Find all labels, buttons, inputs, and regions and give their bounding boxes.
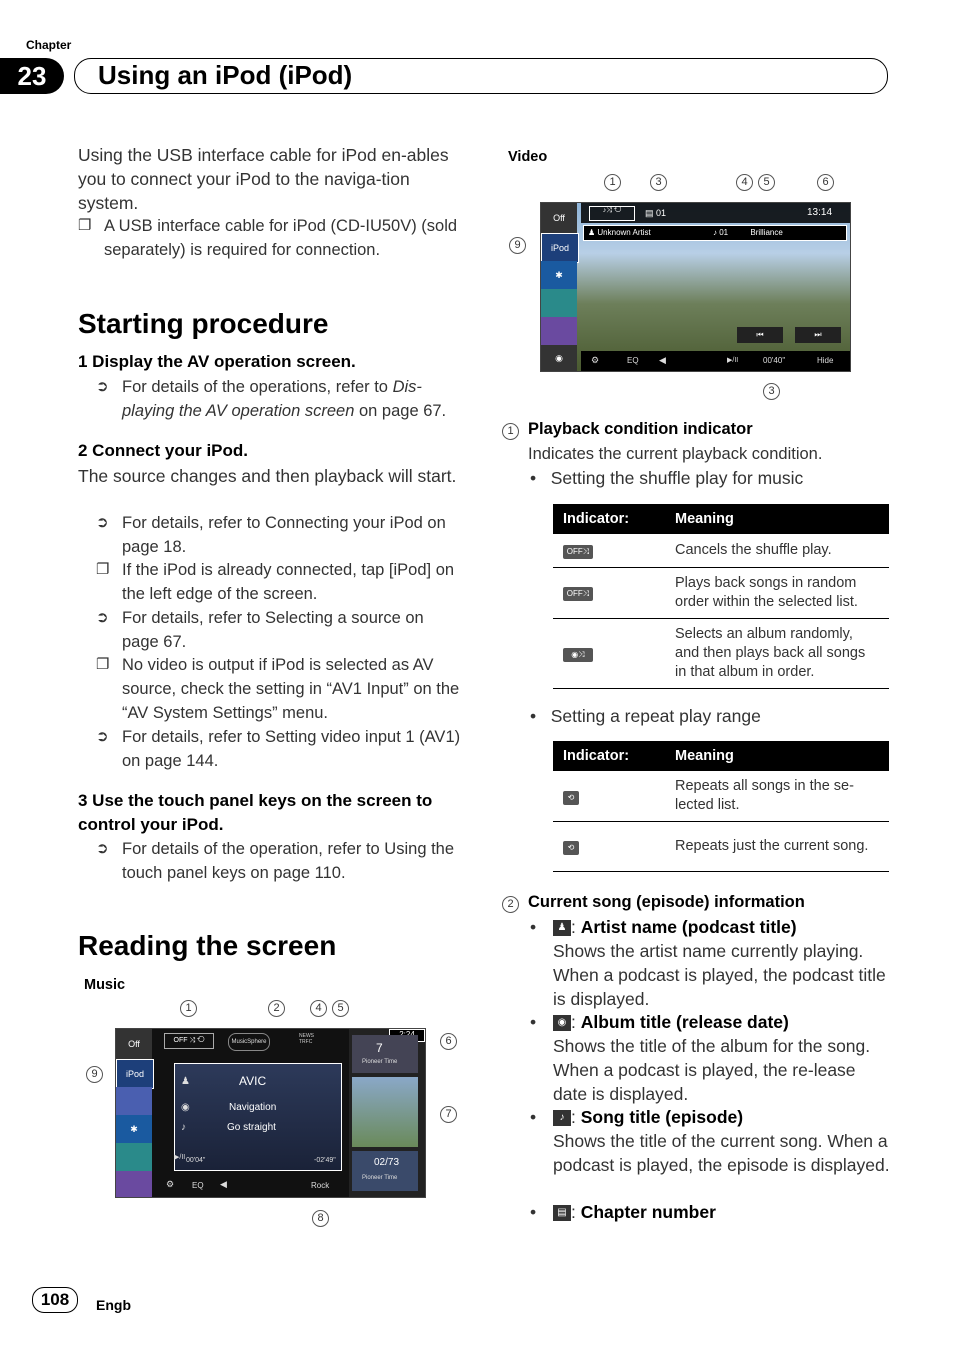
callout-5: 5 xyxy=(332,1000,349,1017)
checkbox-icon: ❐ xyxy=(78,217,92,234)
repeat-bullet: • Setting a repeat play range xyxy=(530,706,761,726)
callout-9: 9 xyxy=(86,1066,103,1083)
album-text: Shows the title of the album for the song. When a podcast is played, the re-lease date is displayed. xyxy=(553,1036,871,1104)
repeat-bullet-text: Setting a repeat play range xyxy=(550,706,761,726)
video-callout-3b: 3 xyxy=(763,383,780,400)
shuffle-bullet-text: Setting the shuffle play for music xyxy=(550,468,804,488)
repeat-table-header-indicator: Indicator: xyxy=(553,741,665,771)
video-bluetooth-icon[interactable]: ✱ xyxy=(541,261,577,290)
video-source-tab-fm[interactable] xyxy=(541,289,577,318)
ipod-tab[interactable] xyxy=(116,1059,154,1089)
settings-icon[interactable]: ⚙ xyxy=(166,1179,175,1189)
intro-note-text: A USB interface cable for iPod (CD-IU50V) (sold separately) is required for connection. xyxy=(104,217,458,259)
song-block: ♪ : Song title (episode) Shows the title of the current song. When a podcast is played, the episode is displayed. xyxy=(553,1105,893,1177)
video-callout-9: 9 xyxy=(509,237,526,254)
arrow-icon: ➲ xyxy=(96,609,109,626)
chapter-number: 23 xyxy=(0,58,64,94)
chapter-block: ▤ : Chapter number xyxy=(553,1200,893,1224)
song-bullet: • xyxy=(530,1107,537,1127)
chapter-label: Chapter xyxy=(26,38,72,52)
video-play-pause-icon[interactable]: ▶/II xyxy=(727,357,739,364)
video-label: Video xyxy=(508,149,548,165)
bluetooth-icon[interactable]: ✱ xyxy=(116,1115,152,1144)
artist-text: Shows the artist name currently playing. When a podcast is played, the podcast title is displayed. xyxy=(553,941,886,1009)
video-source-tab-am[interactable] xyxy=(541,317,577,346)
note-selecting-source xyxy=(78,606,464,654)
remaining-time: -02'49" xyxy=(314,1157,336,1164)
hide-button[interactable]: Hide xyxy=(817,356,834,365)
video-settings-icon[interactable]: ⚙ xyxy=(591,355,600,365)
video-back-icon[interactable]: ◀ xyxy=(659,355,666,365)
shuffle-table xyxy=(553,504,889,689)
note-no-video-text: No video is output if iPod is selected as AV source, check the setting in “AV1 Input” on the “AV System Settings” menu. xyxy=(122,656,460,722)
note-touch-panel xyxy=(78,837,464,885)
step1-note-page: on page 67. xyxy=(354,402,447,420)
shuffle-bullet: • Setting the shuffle play for music xyxy=(530,468,804,488)
video-off-label: Off xyxy=(553,213,565,223)
table-header-meaning: Meaning xyxy=(665,504,889,534)
table-row: Cancels the shuffle play. xyxy=(665,534,889,567)
thumbnail-3-number: 02/73 xyxy=(374,1157,400,1168)
album-block: ◉ : Album title (release date) Shows the title of the album for the song. When a podcast is played, the re-lease date is displayed. xyxy=(553,1010,893,1106)
reading-title: Reading the screen xyxy=(78,930,337,961)
repeat-table-header-meaning: Meaning xyxy=(665,741,889,771)
thumbnail-strip xyxy=(349,1029,425,1197)
step-3: 3 Use the touch panel keys on the screen to control your iPod. xyxy=(78,791,433,834)
section1-callout: 1 xyxy=(502,421,519,440)
genre-label: Rock xyxy=(311,1181,330,1190)
video-off-tab[interactable] xyxy=(541,203,577,234)
arrow-icon: ➲ xyxy=(96,514,109,531)
shuffle-albums-icon: ◉⤨ xyxy=(563,648,593,662)
video-callout-1: 1 xyxy=(604,174,621,191)
playback-indicator[interactable]: OFF ⤨ ⟲ xyxy=(164,1033,214,1049)
music-screen xyxy=(115,1028,426,1198)
source-tab-am[interactable] xyxy=(116,1171,152,1198)
checkbox-icon: ❐ xyxy=(96,561,110,578)
play-pause-icon[interactable]: ▶/II xyxy=(174,1154,186,1161)
video-bottom-bar xyxy=(581,351,850,371)
chapter-icon: ▤ xyxy=(553,1205,571,1221)
callout-8: 8 xyxy=(312,1210,329,1227)
video-artist-icon: ♟ xyxy=(588,228,596,237)
news-traffic-icon: NEWS TRFC xyxy=(299,1033,314,1045)
intro-paragraph: Using the USB interface cable for iPod en-ables you to connect your iPod to the naviga-tion system. xyxy=(78,145,449,213)
thumbnail-1-label: Pioneer Time xyxy=(362,1059,398,1065)
callout-2: 2 xyxy=(268,1000,285,1017)
song-icon: ♪ xyxy=(553,1110,571,1126)
table-row: Selects an album randomly, and then plays back all songs in that album in order. xyxy=(665,618,889,688)
album-label: Album title (release date) xyxy=(580,1012,789,1032)
language-code: Engb xyxy=(96,1297,131,1313)
chapter-bullet: • xyxy=(530,1202,537,1222)
video-song-num: 01 xyxy=(719,228,729,237)
elapsed-time: 00'04" xyxy=(186,1157,206,1164)
step1-note-text: For details of the operations, refer to xyxy=(122,378,393,396)
note-already-connected xyxy=(78,558,464,606)
thumbnail-2[interactable] xyxy=(352,1077,418,1147)
arrow-icon: ➲ xyxy=(96,728,109,745)
arrow-icon: ➲ xyxy=(96,378,109,395)
intro-note xyxy=(78,214,468,262)
note-video-input-text: For details, refer to Setting video input 1 (AV1) on page 144. xyxy=(122,728,461,770)
song-label: Song title (episode) xyxy=(580,1107,744,1127)
thumbnail-3[interactable] xyxy=(352,1151,418,1191)
step1-note xyxy=(78,375,464,423)
page-number: 108 xyxy=(32,1287,78,1313)
video-song-info xyxy=(583,225,847,241)
step1-note-link[interactable]: Dis-playing the AV operation screen xyxy=(122,378,422,420)
note-already-connected-text: If the iPod is already connected, tap [iPod] on the left edge of the screen. xyxy=(122,561,455,603)
checkbox-icon: ❐ xyxy=(96,656,110,673)
callout-7: 7 xyxy=(440,1106,457,1123)
thumbnail-1-number: 7 xyxy=(376,1041,383,1055)
shuffle-off-icon: OFF⤨ xyxy=(563,545,593,559)
video-playback-indicator[interactable]: ♪⤨ ⟲ xyxy=(589,206,635,221)
video-elapsed: 00'40" xyxy=(763,356,786,365)
step-1: 1 Display the AV operation screen. xyxy=(78,352,356,371)
song-title: Go straight xyxy=(227,1122,276,1133)
song-info-panel xyxy=(174,1063,342,1171)
callout-1: 1 xyxy=(180,1000,197,1017)
back-icon[interactable]: ◀ xyxy=(220,1179,227,1189)
section1-title: Playback condition indicator xyxy=(528,420,753,438)
step-2: 2 Connect your iPod. xyxy=(78,441,249,460)
album-bullet: • xyxy=(530,1012,537,1032)
artist-icon: ♟ xyxy=(553,920,571,936)
thumbnail-1[interactable] xyxy=(352,1035,418,1073)
artist-bullet: • xyxy=(530,917,537,937)
artist-block: ♟ : Artist name (podcast title) Shows the artist name currently playing. When a podcast is played, the podcast title is displayed. xyxy=(553,915,893,1011)
off-tab[interactable] xyxy=(116,1029,152,1060)
note-selecting-source-text: For details, refer to Selecting a source on page 67. xyxy=(122,609,424,651)
prev-button[interactable]: ⏮ xyxy=(737,327,783,343)
starting-title: Starting procedure xyxy=(78,308,329,339)
chapter-number-display: ▤ 01 xyxy=(645,208,667,218)
table-header-indicator: Indicator: xyxy=(553,504,665,534)
song-icon: ♪ xyxy=(181,1122,186,1133)
chapter-title: Using an iPod (iPod) xyxy=(98,60,353,90)
note-connecting xyxy=(78,511,464,559)
repeat-all-icon: ⟲ xyxy=(563,791,579,805)
shuffle-songs-icon: OFF⤨ xyxy=(563,587,593,601)
note-video-input xyxy=(78,725,464,773)
callout-6: 6 xyxy=(440,1033,457,1050)
note-no-video xyxy=(78,653,464,725)
artist-icon: ♟ xyxy=(181,1076,190,1087)
section1-text: Indicates the current playback condition. xyxy=(528,445,823,463)
eq-button[interactable]: EQ xyxy=(192,1181,204,1190)
video-eq-button[interactable]: EQ xyxy=(627,356,639,365)
artist-name: AVIC xyxy=(239,1074,267,1088)
step2-text: The source changes and then playback will start. xyxy=(78,466,457,486)
table-row: Repeats all songs in the se-lected list. xyxy=(665,771,889,822)
video-callout-5: 5 xyxy=(758,174,775,191)
video-screen xyxy=(540,202,851,372)
album-icon: ◉ xyxy=(553,1015,571,1031)
song-text: Shows the title of the current song. When a podcast is played, the episode is displayed. xyxy=(553,1131,890,1175)
video-title: Brilliance xyxy=(750,228,783,237)
note-touch-panel-text: For details of the operation, refer to Using the touch panel keys on page 110. xyxy=(122,840,455,882)
music-label: Music xyxy=(84,977,126,993)
ipod-label: iPod xyxy=(125,1069,144,1079)
repeat-table xyxy=(553,741,889,872)
next-button[interactable]: ⏭ xyxy=(795,327,841,343)
video-callout-3: 3 xyxy=(650,174,667,191)
off-label: Off xyxy=(128,1039,140,1049)
callout-4: 4 xyxy=(310,1000,327,1017)
video-artist: Unknown Artist xyxy=(597,228,651,237)
table-row: Plays back songs in random order within the selected list. xyxy=(665,567,889,618)
video-callout-6: 6 xyxy=(817,174,834,191)
video-disc-icon[interactable]: ◉ xyxy=(541,345,577,372)
source-tab-sd[interactable] xyxy=(116,1087,152,1116)
video-chapter-number: 01 xyxy=(656,208,667,218)
arrow-icon: ➲ xyxy=(96,840,109,857)
musicsphere-icon[interactable]: MusicSphere xyxy=(228,1033,270,1051)
album-title: Navigation xyxy=(229,1102,277,1113)
video-top-bar xyxy=(581,203,850,223)
video-clock: 13:14 xyxy=(807,207,833,218)
section2-title: Current song (episode) information xyxy=(528,893,805,911)
artist-label: Artist name (podcast title) xyxy=(580,917,797,937)
note-connecting-text: For details, refer to Connecting your iPod on page 18. xyxy=(122,514,446,556)
table-row: Repeats just the current song. xyxy=(665,822,889,872)
video-song-icon: ♪ xyxy=(713,228,717,237)
video-ipod-label: iPod xyxy=(550,243,569,253)
section2-callout: 2 xyxy=(502,894,519,913)
chapter-number-label: Chapter number xyxy=(580,1202,716,1222)
repeat-one-icon: ⟲ xyxy=(563,841,579,855)
source-tab-fm[interactable] xyxy=(116,1143,152,1172)
video-callout-4: 4 xyxy=(736,174,753,191)
video-ipod-tab[interactable] xyxy=(541,233,579,263)
album-icon: ◉ xyxy=(181,1102,190,1113)
thumbnail-3-label: Pioneer Time xyxy=(362,1175,398,1181)
